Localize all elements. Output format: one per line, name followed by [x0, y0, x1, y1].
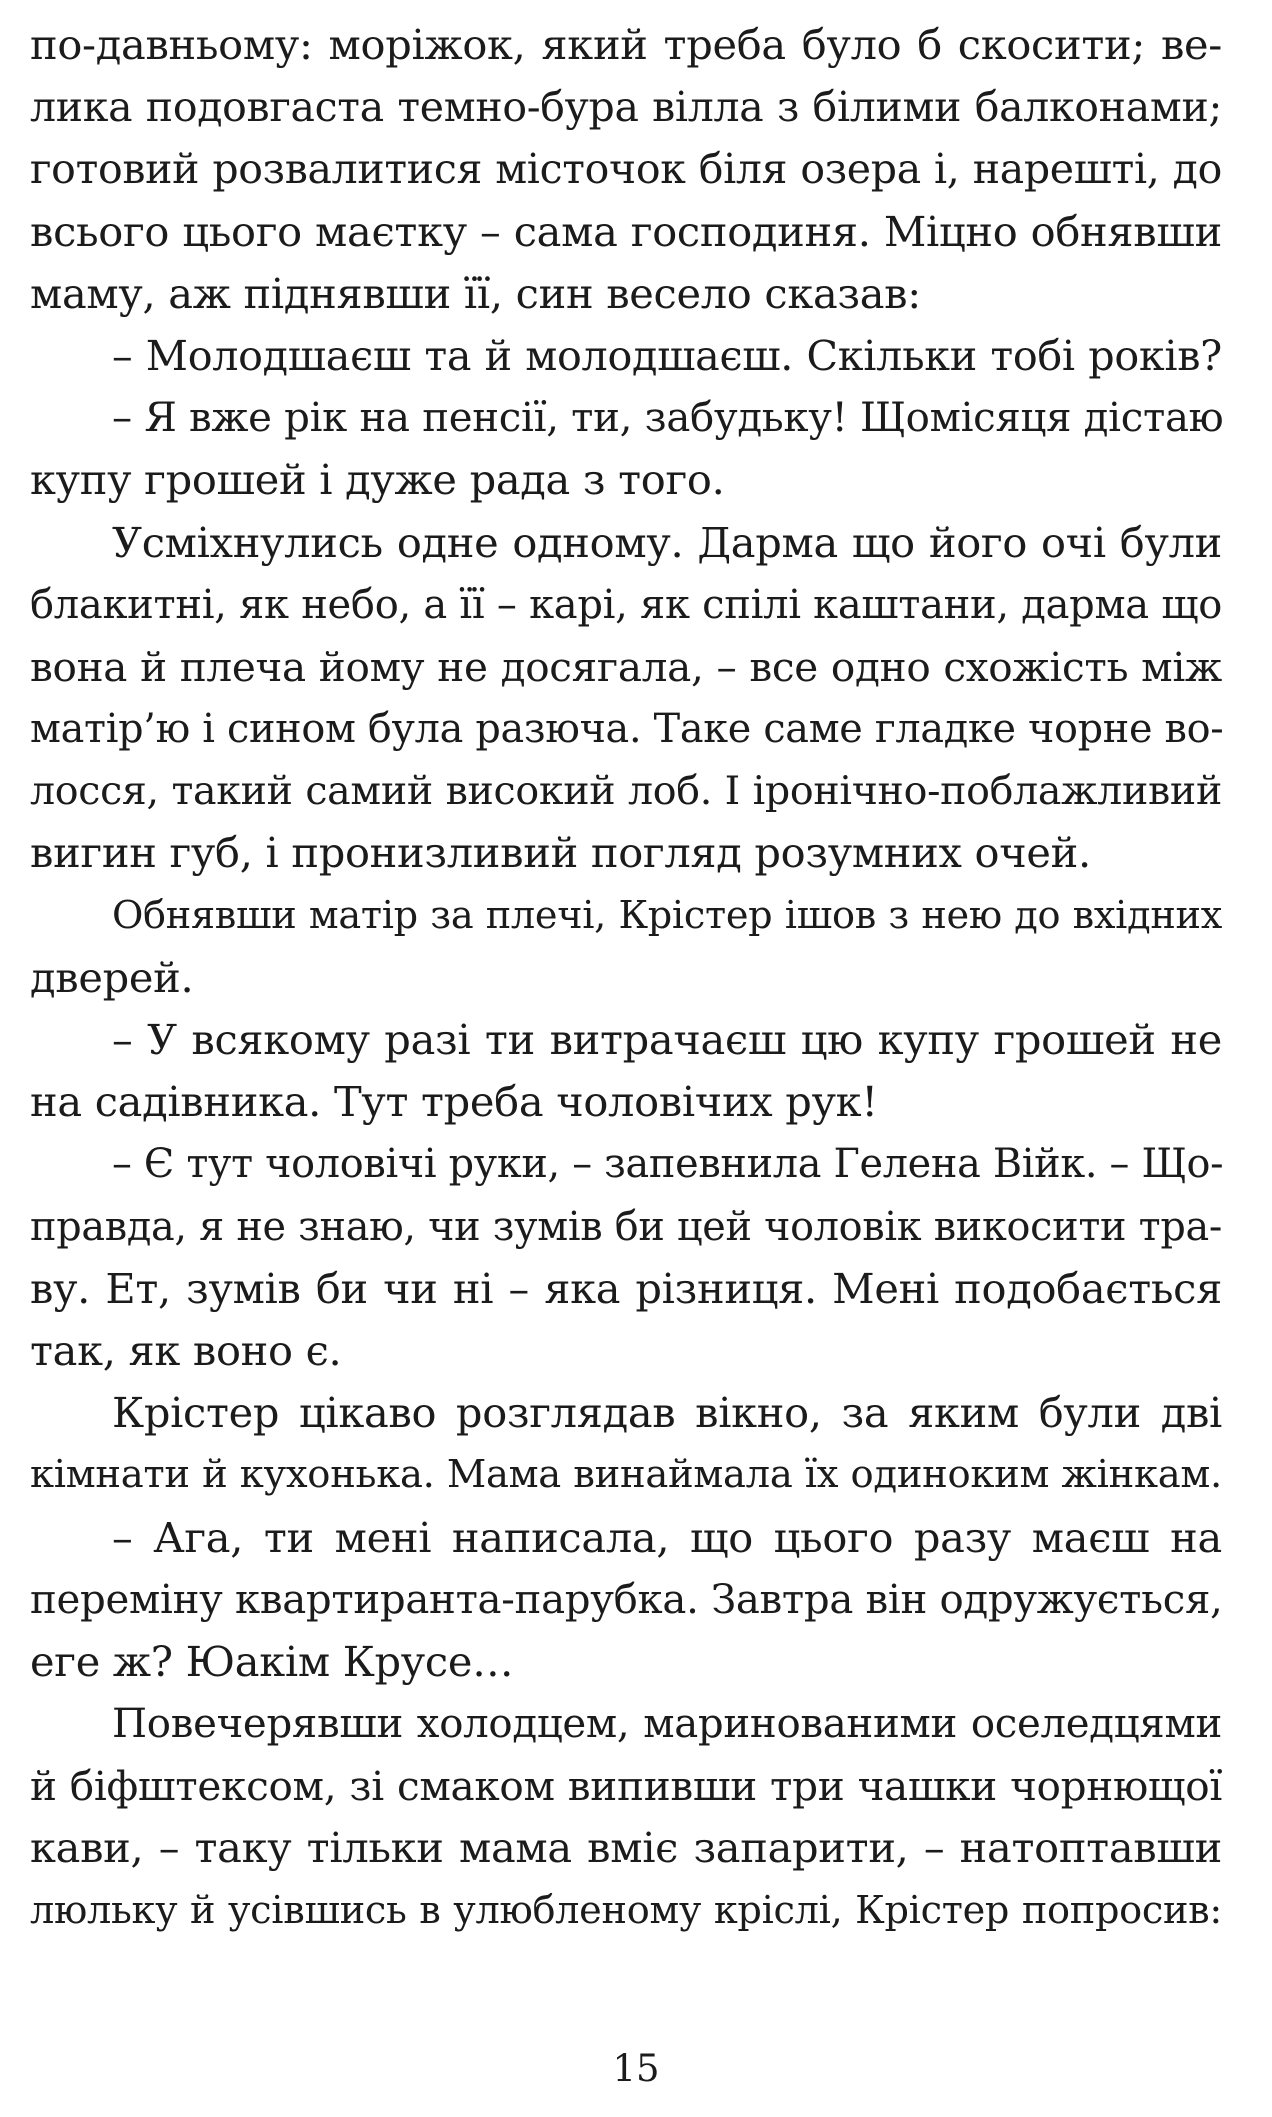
text-line: вигин губ, і пронизливий погляд розумних очей. — [30, 828, 1091, 878]
text-line: лика подовгаста темно-бура вілла з білими балконами; — [30, 83, 1222, 132]
text-line: еге ж? Юакім Крусе… — [30, 1636, 514, 1686]
text-line: люльку й усівшись в улюбленому кріслі, Крістер попросив: — [30, 1887, 1222, 1933]
text-line: Повечерявши холодцем, маринованими оселедцями — [112, 1701, 1222, 1748]
text-line: так, як воно є. — [30, 1325, 342, 1375]
text-line: на садівника. Тут треба чоловічих рук! — [30, 1077, 878, 1127]
text-line: правда, я не знаю, чи зумів би цей чоловік викосити тра- — [30, 1203, 1222, 1250]
text-line: й біфштексом, зі смаком випивши три чашки чорнющої — [30, 1762, 1222, 1811]
text-line: по-давньому: моріжок, який треба було б скосити; ве- — [30, 20, 1222, 69]
text-line: всього цього маєтку – сама господиня. Міцно обнявши — [30, 206, 1222, 256]
text-line: Усміхнулись одне одному. Дарма що його очі були — [112, 517, 1222, 567]
page-number: 15 — [612, 2047, 660, 2090]
text-line: переміну квартиранта-парубка. Завтра він одружується, — [30, 1576, 1223, 1623]
text-line: – Молодшаєш та й молодшаєш. Скільки тобі років? — [112, 331, 1222, 380]
text-line: ву. Ет, зумів би чи ні – яка різниця. Мені подобається — [30, 1263, 1222, 1313]
text-line: кімнати й кухонька. Мама винаймала їх одиноким жінкам. — [30, 1452, 1222, 1498]
text-line: – Є тут чоловічі руки, – запевнила Гелена Війк. – Що- — [112, 1141, 1224, 1188]
text-line: дверей. — [30, 952, 194, 1002]
text-line: матір’ю і сином була разюча. Таке саме гладке чорне во- — [30, 706, 1224, 753]
text-line: – Ага, ти мені написала, що цього разу маєш на — [112, 1512, 1222, 1562]
text-line: Крістер цікаво розглядав вікно, за яким були дві — [112, 1388, 1222, 1438]
text-line: маму, аж піднявши її, син весело сказав: — [30, 268, 921, 318]
text-line: купу грошей і дуже рада з того. — [30, 455, 725, 505]
text-line: вона й плеча йому не досягала, – все одно схожість між — [30, 642, 1222, 691]
text-line: Обнявши матір за плечі, Крістер ішов з нею до вхідних — [112, 892, 1222, 938]
text-line: – Я вже рік на пенсії, ти, забудьку! Щомісяця дістаю — [112, 395, 1224, 442]
text-line: блакитні, як небо, а її – карі, як спілі каштани, дарма що — [30, 581, 1222, 628]
page-text — [30, 14, 1222, 1942]
text-line: готовий розвалитися місточок біля озера і, нарешті, до — [30, 145, 1222, 194]
text-line: кави, – таку тільки мама вміє запарити, – натоптавши — [30, 1823, 1222, 1873]
text-line: лосся, такий самий високий лоб. І іронічно-поблажливий — [30, 768, 1222, 815]
text-line: – У всякому разі ти витрачаєш цю купу грошей не — [112, 1015, 1222, 1064]
